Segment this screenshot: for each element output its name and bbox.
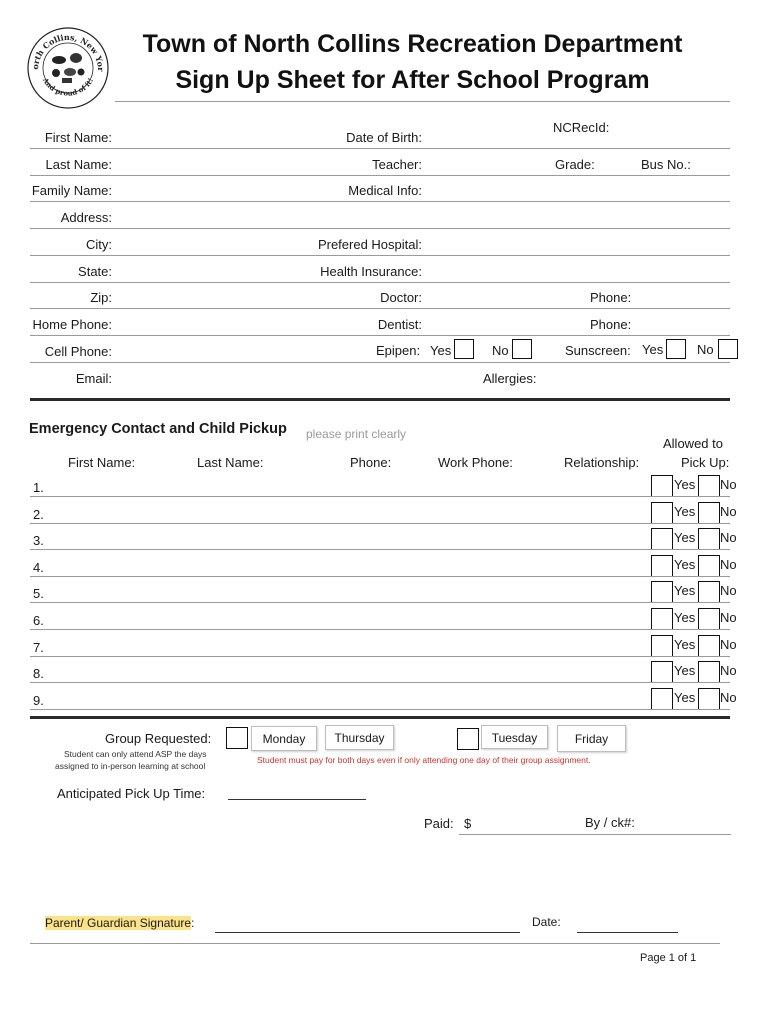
row-number: 9. <box>33 692 44 708</box>
row-line <box>30 255 730 256</box>
col-relationship: Relationship: <box>564 455 640 470</box>
paid-label: Paid: <box>424 816 454 831</box>
ncrecid-label: NCRecId: <box>553 120 610 135</box>
signature-label-highlight: Parent/ Guardian Signature <box>45 916 192 930</box>
day-tuesday: Tuesday <box>481 725 548 749</box>
footer-divider <box>30 943 720 944</box>
bus-label: Bus No.: <box>641 157 691 172</box>
pickup-yes-checkbox[interactable] <box>651 608 673 630</box>
teacher-label: Teacher: <box>372 157 422 172</box>
contact-row-line <box>30 709 730 710</box>
contact-row-line <box>30 549 730 550</box>
row-line <box>30 282 730 283</box>
city-label: City: <box>86 237 112 252</box>
sunscreen-yes-label: Yes <box>642 342 664 357</box>
section-divider <box>30 716 730 719</box>
contact-row-line <box>30 656 730 657</box>
pickup-no-checkbox[interactable] <box>698 528 720 550</box>
cell-phone-label: Cell Phone: <box>44 344 112 359</box>
row-line <box>30 201 730 202</box>
pickup-no-label: No <box>720 556 737 572</box>
row-number: 1. <box>33 480 44 495</box>
sunscreen-label: Sunscreen: <box>565 343 631 358</box>
row-number: 4. <box>33 559 44 575</box>
seal-graphic <box>26 20 110 112</box>
first-name-label: First Name: <box>44 130 112 145</box>
pickup-yes-label: Yes <box>674 583 696 599</box>
row-number: 6. <box>33 613 44 628</box>
medical-info-label: Medical Info: <box>348 183 422 198</box>
family-name-label: Family Name: <box>31 183 112 198</box>
epipen-no-checkbox[interactable] <box>512 339 532 359</box>
paid-line[interactable] <box>459 834 731 835</box>
date-label: Date: <box>532 915 561 929</box>
row-line <box>30 335 730 336</box>
dob-label: Date of Birth: <box>346 130 422 145</box>
pickup-no-checkbox[interactable] <box>698 502 720 524</box>
signature-line[interactable] <box>215 932 520 933</box>
pickup-no-label: No <box>720 610 737 625</box>
row-line <box>30 362 730 363</box>
dentist-label: Dentist: <box>377 317 422 332</box>
pickup-time-line[interactable] <box>228 799 366 800</box>
sunscreen-yes-checkbox[interactable] <box>666 339 686 359</box>
allowed-to-label: Allowed to <box>663 436 723 451</box>
signature-label <box>45 916 194 930</box>
section-divider <box>30 398 730 401</box>
pickup-no-label: No <box>720 477 737 492</box>
last-name-label: Last Name: <box>45 157 112 172</box>
pickup-no-label: No <box>720 583 737 599</box>
group-requested-label: Group Requested: <box>105 731 212 746</box>
pickup-no-label: No <box>720 663 737 679</box>
col-first-name: First Name: <box>68 455 136 470</box>
col-last-name: Last Name: <box>197 455 264 470</box>
home-phone-label: Home Phone: <box>32 317 112 332</box>
address-label: Address: <box>60 210 112 225</box>
row-number: 2. <box>33 506 44 522</box>
pickup-yes-label: Yes <box>674 636 696 652</box>
page-subtitle: Sign Up Sheet for After School Program <box>175 66 650 94</box>
date-line[interactable] <box>577 932 678 933</box>
seal-top-text: orth Collins, New Yor <box>29 31 107 72</box>
epipen-yes-checkbox[interactable] <box>454 339 474 359</box>
pickup-no-label: No <box>720 503 737 519</box>
pickup-no-label: No <box>720 530 737 546</box>
emergency-title: Emergency Contact and Child Pickup <box>29 421 287 437</box>
doctor-label: Doctor: <box>380 290 422 305</box>
pickup-time-label: Anticipated Pick Up Time: <box>57 786 206 801</box>
day-friday: Friday <box>557 725 626 752</box>
pickup-yes-checkbox[interactable] <box>651 528 673 550</box>
pickup-yes-label: Yes <box>674 663 696 679</box>
group-note-line1: Student can only attend ASP the days <box>64 749 207 759</box>
seal-bottom-text: And proud of it! <box>40 76 96 98</box>
row-number: 5. <box>33 586 44 602</box>
town-seal <box>26 20 110 112</box>
doctor-phone-label: Phone: <box>590 290 632 305</box>
pickup-no-checkbox[interactable] <box>698 635 720 657</box>
contact-row-line <box>30 523 730 524</box>
group-b-checkbox[interactable] <box>457 728 479 750</box>
sunscreen-no-checkbox[interactable] <box>718 339 738 359</box>
pickup-no-checkbox[interactable] <box>698 608 720 630</box>
contact-row-line <box>30 629 730 630</box>
epipen-label: Epipen: <box>376 343 421 358</box>
allergies-label: Allergies: <box>483 371 537 386</box>
print-clearly-note: please print clearly <box>306 427 407 441</box>
pickup-yes-checkbox[interactable] <box>651 502 673 524</box>
row-number: 3. <box>33 533 44 549</box>
pickup-no-label: No <box>720 636 737 652</box>
pickup-no-checkbox[interactable] <box>698 581 720 603</box>
contact-row-line <box>30 496 730 497</box>
pickup-no-checkbox[interactable] <box>698 475 720 497</box>
row-line <box>30 308 730 309</box>
pickup-no-checkbox[interactable] <box>698 555 720 577</box>
pickup-yes-label: Yes <box>674 610 696 625</box>
row-line <box>30 148 730 149</box>
group-a-checkbox[interactable] <box>226 727 248 749</box>
day-monday: Monday <box>251 726 317 751</box>
pickup-yes-label: Yes <box>674 503 696 519</box>
epipen-yes-label: Yes <box>430 343 452 358</box>
group-note-line2: assigned to in-person learning at school <box>55 761 206 771</box>
pickup-yes-label: Yes <box>674 530 696 546</box>
contact-row-line <box>30 602 730 603</box>
title-divider <box>115 101 730 102</box>
pickup-yes-label: Yes <box>674 689 696 705</box>
day-thursday: Thursday <box>325 725 394 750</box>
row-line <box>30 175 730 176</box>
pick-up-label: Pick Up: <box>681 455 730 470</box>
signature-colon: : <box>191 916 195 930</box>
email-label: Email: <box>75 371 112 386</box>
pickup-yes-checkbox[interactable] <box>651 661 673 683</box>
pickup-no-checkbox[interactable] <box>698 688 720 710</box>
col-phone: Phone: <box>350 455 392 470</box>
sunscreen-no-label: No <box>697 342 714 357</box>
pickup-yes-checkbox[interactable] <box>651 688 673 710</box>
col-work-phone: Work Phone: <box>438 455 513 470</box>
page-number: Page 1 of 1 <box>640 952 697 964</box>
pickup-yes-checkbox[interactable] <box>651 475 673 497</box>
dentist-phone-label: Phone: <box>590 317 632 332</box>
pickup-yes-checkbox[interactable] <box>651 581 673 603</box>
row-line <box>30 228 730 229</box>
pickup-yes-label: Yes <box>674 556 696 572</box>
by-check-label: By / ck#: <box>585 815 635 830</box>
page-title: Town of North Collins Recreation Department <box>142 30 683 58</box>
payment-note: Student must pay for both days even if only attending one day of their group assignment. <box>257 755 591 765</box>
grade-label: Grade: <box>555 157 595 172</box>
pickup-yes-label: Yes <box>674 477 696 492</box>
hospital-label: Prefered Hospital: <box>317 237 422 252</box>
row-number: 8. <box>33 666 44 682</box>
pickup-no-checkbox[interactable] <box>698 661 720 683</box>
zip-label: Zip: <box>90 290 112 305</box>
pickup-yes-checkbox[interactable] <box>651 635 673 657</box>
pickup-no-label: No <box>720 689 737 705</box>
currency-symbol: $ <box>464 816 472 831</box>
contact-row-line <box>30 576 730 577</box>
row-number: 7. <box>33 639 44 655</box>
epipen-no-label: No <box>492 343 509 358</box>
pickup-yes-checkbox[interactable] <box>651 555 673 577</box>
insurance-label: Health Insurance: <box>320 264 422 279</box>
state-label: State: <box>78 264 112 279</box>
contact-row-line <box>30 682 730 683</box>
